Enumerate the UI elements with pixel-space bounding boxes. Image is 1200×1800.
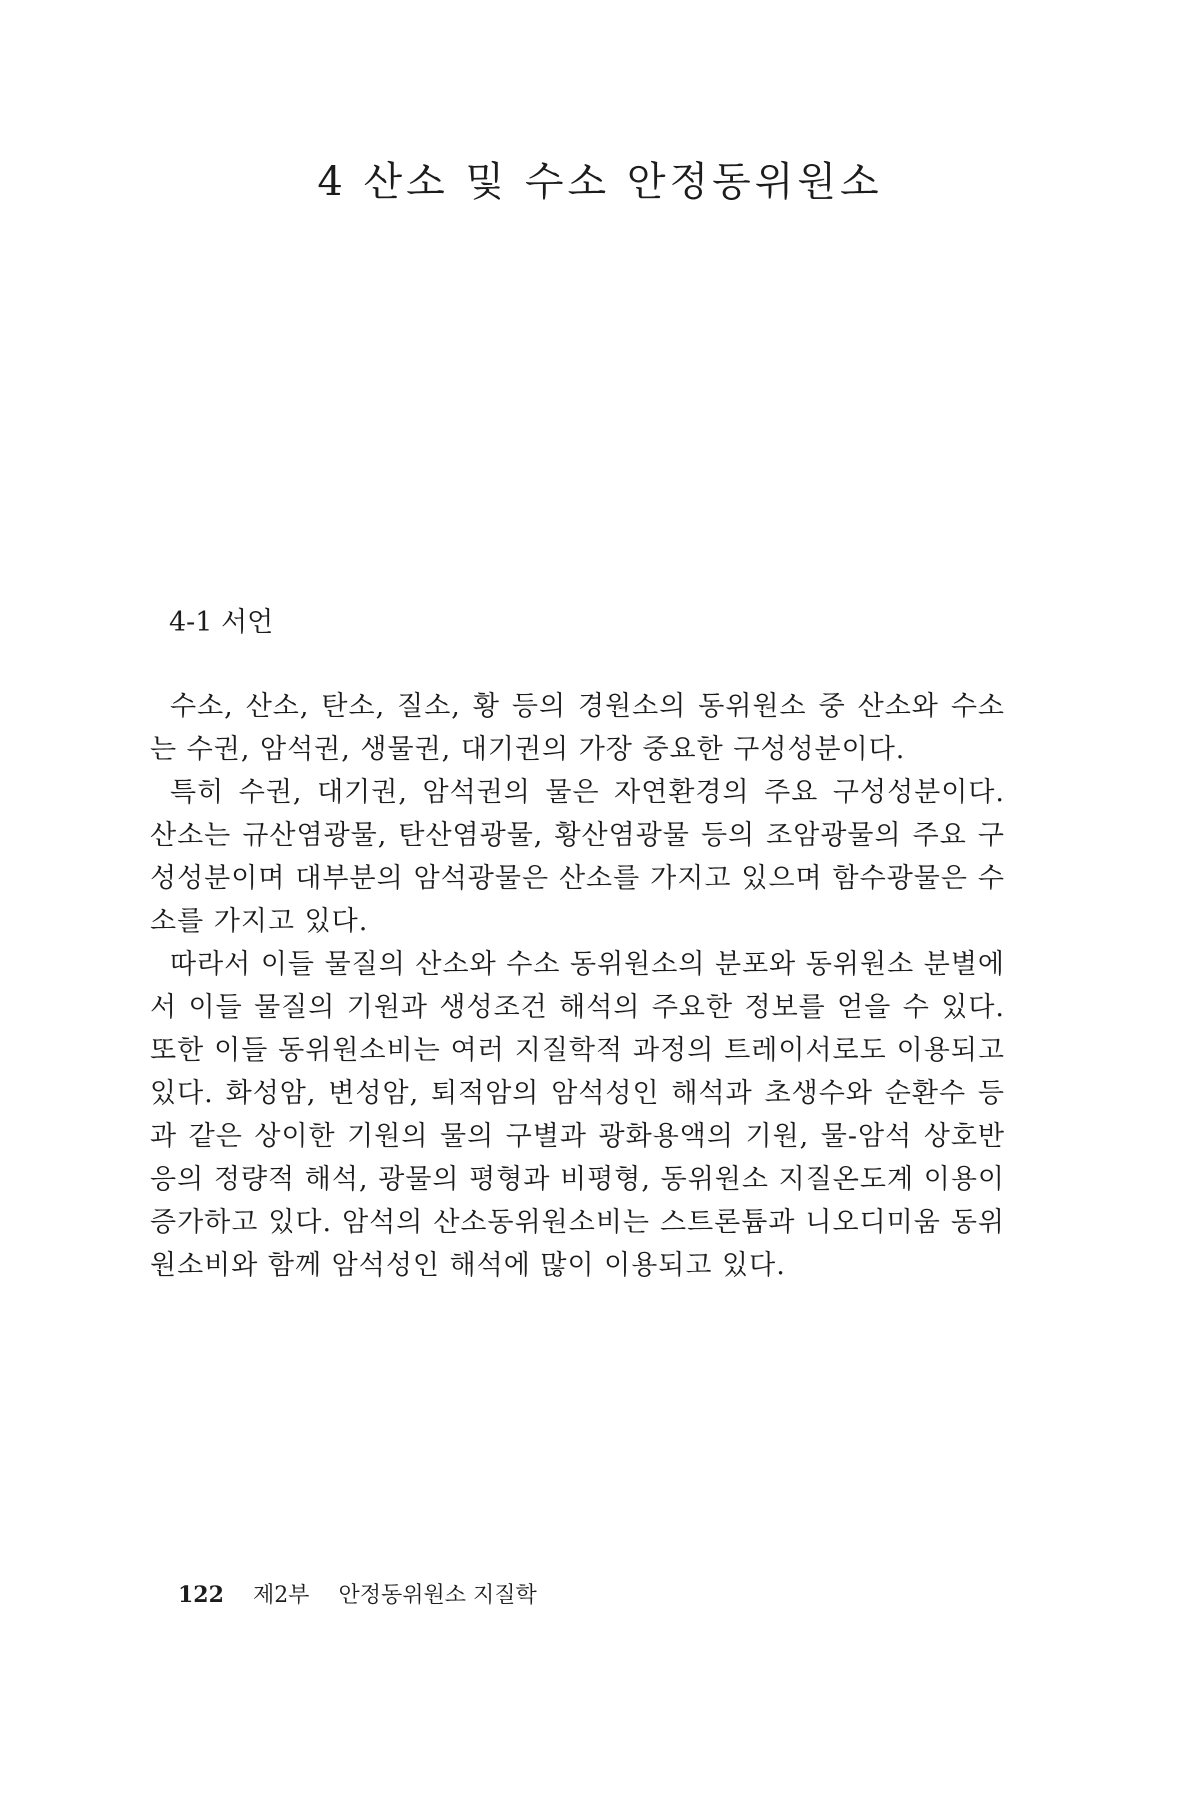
section-heading: 4-1 서언 — [169, 607, 274, 638]
page-footer — [178, 1578, 537, 1609]
page-number: 122 — [178, 1582, 224, 1608]
part-label: 제2부 — [252, 1583, 310, 1608]
chapter-title: 4 산소 및 수소 안정동위원소 — [317, 159, 883, 205]
paragraph-1: 수소, 산소, 탄소, 질소, 황 등의 경원소의 동위원소 중 산소와 수소는 수권, 암석권, 생물권, 대기권의 가장 중요한 구성성분이다. — [150, 691, 1005, 765]
body-text — [150, 685, 1005, 1287]
paragraph-2: 특히 수권, 대기권, 암석권의 물은 자연환경의 주요 구성성분이다. 산소는 규산염광물, 탄산염광물, 황산염광물 등의 조암광물의 주요 구성성분이며 대부분의 암석광물은 산소를 가지고 있으며 함수광물은 수소를 가지고 있다. — [150, 777, 1005, 937]
paragraph-3: 따라서 이들 물질의 산소와 수소 동위원소의 분포와 동위원소 분별에서 이들 물질의 기원과 생성조건 해석의 주요한 정보를 얻을 수 있다. 또한 이들 동위원소비는 여러 지질학적 과정의 트레이서로도 이용되고 있다. 화성암, 변성암, 퇴적암의 암석성인 해석과 초생수와 순환수 등과 같은 상이한 기원의 물의 구별과 광화용액의 기원, 물-암석 상호반응의 정량적 해석, 광물의 평형과 비평형, 동위원소 지질온도계 이용이 증가하고 있다. 암석의 산소동위원소비는 스트론튬과 니오디미움 동위원소비와 함께 암석성인 해석에 많이 이용되고 있다. — [150, 949, 1005, 1281]
book-title: 안정동위원소 지질학 — [338, 1583, 537, 1608]
